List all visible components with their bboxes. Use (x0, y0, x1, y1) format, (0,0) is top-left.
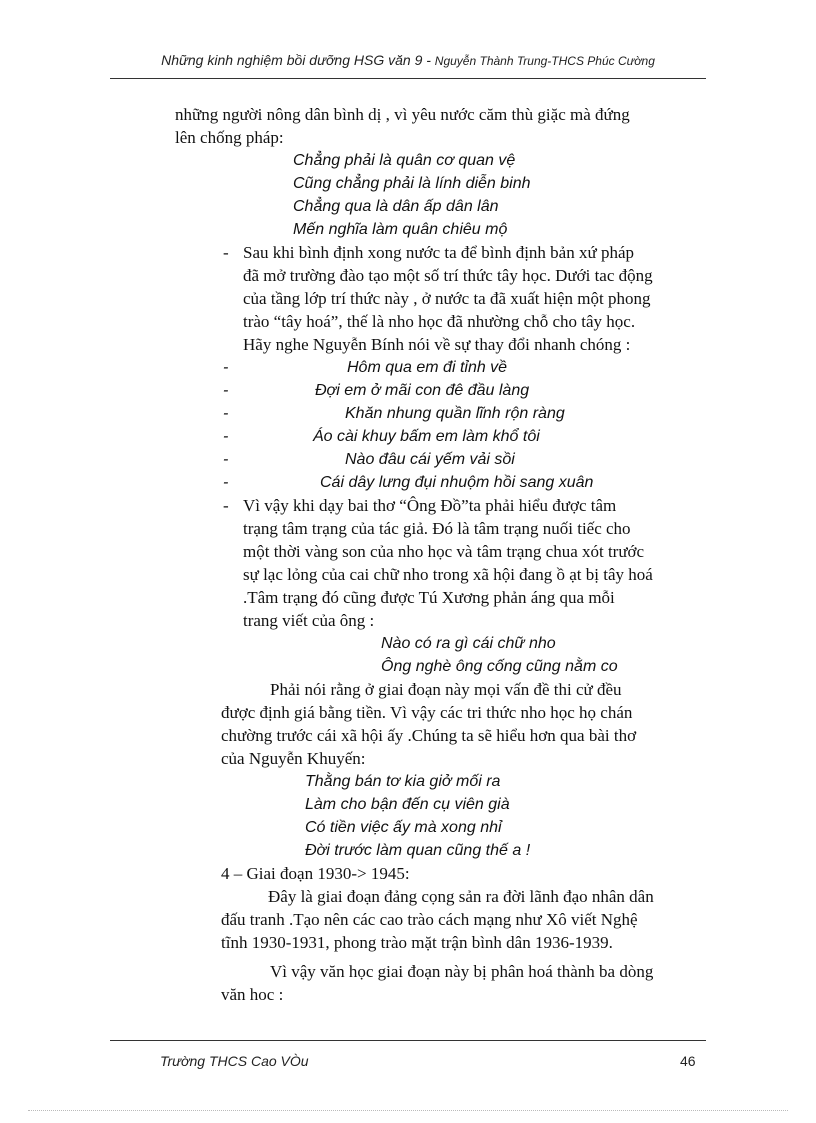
text-line: Đây là giai đoạn đảng cọng sản ra đời lãnh đạo nhân dân (268, 887, 654, 906)
text-line: đấu tranh .Tạo nên các cao trào cách mạng như Xô viết Nghệ (221, 910, 638, 929)
header-author: Nguyễn Thành Trung-THCS Phúc Cường (434, 54, 655, 68)
text-line: văn hoc : (221, 985, 284, 1004)
bullet-mark: - (223, 382, 229, 399)
bullet-mark: - (223, 496, 229, 515)
text-line: chường trước cái xã hội ấy .Chúng ta sẽ hiểu hơn qua bài thơ (221, 726, 637, 745)
bullet-mark: - (223, 359, 229, 376)
page-number: 46 (680, 1053, 696, 1069)
text-line: một thời vàng son của nho học và tâm trạng chua xót trước (243, 542, 645, 561)
poem-line: Thằng bán tơ kia giở mối ra (305, 773, 501, 790)
poem-text: Áo cài khuy bấm em làm khổ tôi (313, 428, 540, 445)
text-line: Phải nói rằng ở giai đoạn này mọi vấn đề thi cử đều (270, 680, 622, 699)
footer-rule (110, 1040, 706, 1041)
text-line: lên chống pháp: (175, 128, 284, 147)
text-line: của Nguyễn Khuyến: (221, 749, 366, 768)
text-line: được định giá bằng tiền. Vì vậy các tri thức nho học họ chán (221, 703, 633, 722)
text-line: trang viết của ông : (243, 611, 375, 630)
poem-line: Nào có ra gì cái chữ nho (381, 635, 556, 652)
poem-line: Ông nghè ông cống cũng nằm co (381, 658, 618, 675)
poem-line: Chẳng qua là dân ấp dân lân (293, 198, 499, 215)
poem-text: Khăn nhung quần lĩnh rộn ràng (345, 405, 565, 422)
text-line: trạng tâm trạng của tác giả. Đó là tâm trạng nuối tiếc cho (243, 519, 631, 538)
bullet-line (175, 494, 715, 517)
text-line: Vì vậy văn học giai đoạn này bị phân hoá thành ba dòng (270, 962, 654, 981)
header-rule (110, 78, 706, 79)
page-body (175, 103, 715, 1006)
poem-line: Mến nghĩa làm quân chiêu mộ (293, 221, 508, 238)
text-line: của tầng lớp trí thức này , ở nước ta đã xuất hiện một phong (243, 289, 651, 308)
text-line: đã mở trường đào tạo một số trí thức tây học. Dưới tac động (243, 266, 653, 285)
poem-line (175, 402, 715, 425)
bullet-text: Sau khi bình định xong nước ta để bình định bản xứ pháp (243, 243, 634, 262)
poem-line (175, 471, 715, 494)
bullet-mark: - (223, 243, 229, 262)
section-title: 4 – Giai đoạn 1930-> 1945: (221, 864, 410, 883)
text-line: Hãy nghe Nguyễn Bính nói về sự thay đổi nhanh chóng : (243, 335, 631, 354)
bullet-line (175, 241, 715, 264)
poem-text: Cái dây lưng đụi nhuộm hồi sang xuân (320, 474, 594, 491)
text-line: sự lạc lỏng của cai chữ nho trong xã hội đang ồ ạt bị tây hoá (243, 565, 653, 584)
bullet-mark: - (223, 428, 229, 445)
bullet-mark: - (223, 451, 229, 468)
poem-line: Có tiền việc ấy mà xong nhỉ (305, 819, 502, 836)
poem-text: Nào đâu cái yếm vải sồi (345, 451, 515, 468)
poem-line (175, 448, 715, 471)
poem-text: Hôm qua em đi tỉnh về (347, 359, 508, 376)
page-edge (28, 1110, 788, 1111)
poem-line (175, 379, 715, 402)
bullet-mark: - (223, 474, 229, 491)
text-line: những người nông dân bình dị , vì yêu nước căm thù giặc mà đứng (175, 105, 630, 124)
bullet-text: Vì vậy khi dạy bai thơ “Ông Đồ”ta phải hiểu được tâm (243, 496, 617, 515)
poem-line (175, 356, 715, 379)
poem-line: Làm cho bận đến cụ viên già (305, 796, 510, 813)
header-title: Những kinh nghiệm bồi dưỡng HSG văn 9 - (161, 52, 435, 68)
text-line: tĩnh 1930-1931, phong trào mặt trận bình dân 1936-1939. (221, 933, 613, 952)
bullet-mark: - (223, 405, 229, 422)
poem-line: Cũng chẳng phải là lính diễn binh (293, 175, 531, 192)
poem-line: Chẳng phải là quân cơ quan vệ (293, 152, 516, 169)
footer-school: Trường THCS Cao VÒu (160, 1053, 309, 1069)
poem-text: Đợi em ở mãi con đê đầu làng (315, 382, 530, 399)
poem-line (175, 425, 715, 448)
text-line: trào “tây hoá”, thế là nho học đã nhường chỗ cho tây học. (243, 312, 636, 331)
text-line: .Tâm trạng đó cũng được Tú Xương phản áng qua mỗi (243, 588, 615, 607)
page-header (0, 52, 816, 68)
poem-line: Đời trước làm quan cũng thế a ! (305, 842, 531, 859)
